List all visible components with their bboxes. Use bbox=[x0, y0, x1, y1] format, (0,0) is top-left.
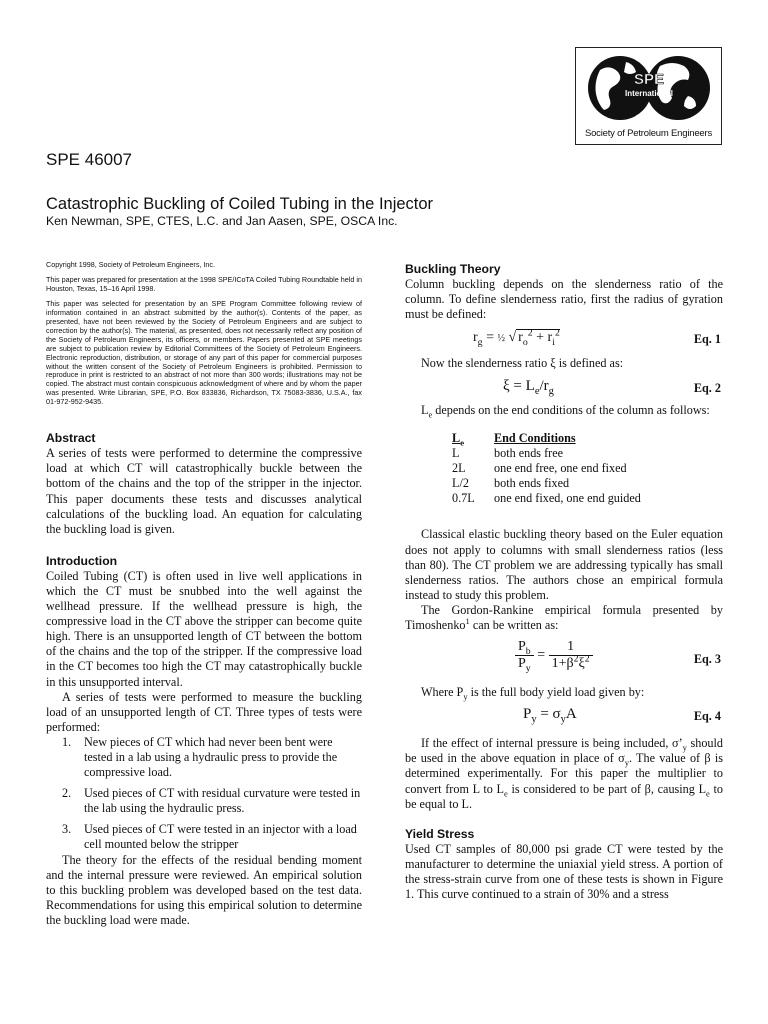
table-row: 2L one end free, one end fixed bbox=[452, 461, 627, 476]
list-item: 3. Used pieces of CT were tested in an injector with a load cell mounted below the stripper bbox=[62, 822, 357, 852]
copyright-notice: This paper was selected for presentation by an SPE Program Committee following review of information contained in an abstract submitted by the author(s). Contents of the paper, as presented, have not been reviewed by the Society of Petroleum Engineers and are subject to correction by the author(s). The material, as presented, does not necessarily reflect any position of the Society of Petroleum Engineers, its officers, or members. Papers presented at SPE meetings are subject to publication review by Editorial Committees of the Society of Petroleum Engineers. Electronic reproduction, distribution, or storage of any part of this paper for commercial purposes without the written consent of the Society of Petroleum Engineers is prohibited. Permission to reproduce in print is restricted to an abstract of not more than 300 words; illustrations may not be copied. The abstract must contain conspicuous acknowledgment of where and by whom the paper was presented. Write Librarian, SPE, P.O. Box 833836, Richardson, TX 75083-3836, U.S.A., fax 01-972-952-9435. bbox=[46, 298, 362, 407]
left-column bbox=[46, 261, 362, 928]
copyright-line: Copyright 1998, Society of Petroleum Engineers, Inc. bbox=[46, 260, 215, 269]
equation-4 bbox=[405, 700, 723, 732]
table-row: L both ends free bbox=[452, 446, 564, 461]
buckling-theory-paragraph: Classical elastic buckling theory based on the Euler equation does not apply to columns with small slenderness ratios (less than 80). The CT problem we are addressing typically has small slenderness ratios. The authors chose an empirical formula instead to study this problem. bbox=[405, 527, 723, 602]
right-column bbox=[405, 262, 723, 902]
logo-caption: Society of Petroleum Engineers bbox=[584, 128, 713, 139]
buckling-theory-paragraph: Where $P_y$ is the full body yield load given by: bbox=[421, 685, 645, 702]
introduction-paragraph: The theory for the effects of the residual bending moment and the internal pressure were reviewed. An empirical solution to this buckling problem was developed based on the test data. Recommendations for using this empirical solution to determine the buckling load were made. bbox=[46, 852, 362, 927]
buckling-theory-paragraph: Now the slenderness ratio ξ is defined as: bbox=[421, 356, 624, 371]
table-header-row bbox=[452, 431, 641, 446]
equation-3-label: Eq. 3 bbox=[693, 652, 721, 667]
table-header-cell: End Conditions bbox=[494, 431, 576, 446]
buckling-theory-heading: Buckling Theory bbox=[405, 262, 501, 276]
abstract-heading: Abstract bbox=[46, 431, 96, 446]
buckling-theory-paragraph: Column buckling depends on the slenderness ratio of the column. To define slenderness ratio, first the radius of gyration must be defined: bbox=[405, 277, 723, 322]
introduction-paragraph: Coiled Tubing (CT) is often used in live well applications in which the CT must be snubbed into the well against the wellhead pressure. If the wellhead pressure is high, the compressive load in the CT above the stripper can become quite high. There is an unsupported length of CT between the bottom of the chains and the top of the stripper. If the compressive load in the CT becomes too high the CT may catastrophically buckle in this unsupported interval. bbox=[46, 568, 362, 689]
introduction-heading: Introduction bbox=[46, 553, 118, 568]
equation-2 bbox=[405, 371, 723, 401]
list-item: 1. New pieces of CT which had never been bent were tested in a lab using a hydraulic press to provide the compressive load. bbox=[62, 734, 338, 780]
yield-stress-paragraph: Used CT samples of 80,000 psi grade CT were tested by the manufacturer to determine the uniaxial yield stress. A portion of the stress-strain curve from one of these tests is shown in Figure 1. This curve continued to a strain of 30% and a stress bbox=[405, 841, 723, 901]
equation-1-formula: $r_g$ = ½ √ $r_o^2 + r_i^2$ bbox=[473, 327, 560, 349]
introduction-paragraph: A series of tests were performed to measure the buckling load of an unsupported length of CT. Three types of tests were performed: bbox=[46, 689, 362, 734]
equation-2-label: Eq. 2 bbox=[693, 381, 721, 396]
test-type-list bbox=[46, 735, 362, 853]
equation-3-formula: $\frac{P_b}{P_y}$ = $\frac{1}{1+\beta^2\xi^2}$ bbox=[515, 639, 593, 672]
equation-1 bbox=[405, 322, 723, 356]
paper-title: Catastrophic Buckling of Coiled Tubing in the Injector bbox=[46, 195, 434, 213]
logo-wordmark: SPE bbox=[633, 71, 665, 88]
buckling-theory-paragraph: If the effect of internal pressure is being included, $\sigma’_y$ should be used in the above equation in place of $\sigma_y$. The value of β is determined experimentally. For this paper the multiplier to convert from L to $L_e$ is considered to be part of β, causing $L_e$ to be equal to L. bbox=[405, 736, 723, 811]
yield-stress-heading: Yield Stress bbox=[405, 826, 475, 841]
buckling-theory-paragraph: The Gordon-Rankine empirical formula presented by Timoshenko$^1$ can be written as: bbox=[405, 602, 723, 633]
list-item: 2. Used pieces of CT with residual curvature were tested in the lab using the hydraulic press. bbox=[62, 786, 361, 816]
table-row: L/2 both ends fixed bbox=[452, 476, 570, 491]
equation-1-label: Eq. 1 bbox=[693, 332, 721, 347]
equation-4-formula: $P_y = \sigma_yA$ bbox=[523, 706, 577, 726]
equation-4-label: Eq. 4 bbox=[693, 709, 721, 724]
spe-logo bbox=[575, 47, 722, 145]
authors: Ken Newman, SPE, CTES, L.C. and Jan Aasen, SPE, OSCA Inc. bbox=[46, 214, 398, 228]
logo-submark: International bbox=[624, 89, 674, 98]
table-header-cell: $L_e$ bbox=[452, 431, 464, 448]
equation-2-formula: $\xi = L_e/r_g$ bbox=[503, 378, 554, 398]
abstract-text: A series of tests were performed to determine the compressive load at which CT will catastrophically buckle between the bottom of the chains and the top of the stripper in the injector. This paper documents these tests and discusses analytical calculations of the buckling load. An equation for calculating the buckling load is given. bbox=[46, 446, 362, 536]
table-row: 0.7L one end fixed, one end guided bbox=[452, 491, 641, 506]
paper-number: SPE 46007 bbox=[46, 150, 133, 169]
buckling-theory-paragraph: $L_e$ depends on the end conditions of the column as follows: bbox=[421, 403, 710, 420]
equation-3 bbox=[405, 633, 723, 685]
copyright-presentation: This paper was prepared for presentation at the 1998 SPE/ICoTA Coiled Tubing Roundtable held in Houston, Texas, 15–16 April 1998. bbox=[46, 274, 362, 293]
end-conditions-table bbox=[452, 431, 641, 506]
